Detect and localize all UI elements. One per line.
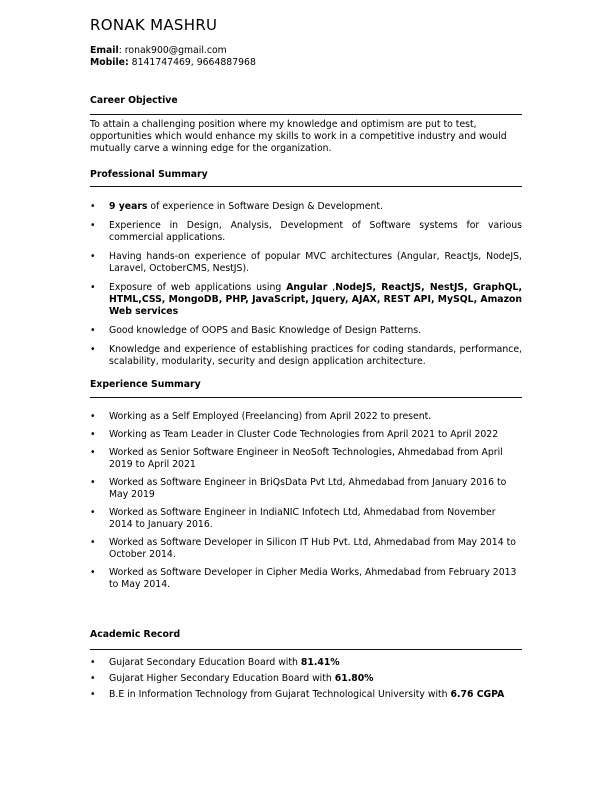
divider: [90, 397, 522, 398]
bold-text: 9 years: [109, 201, 148, 212]
mobile-value: 8141747469, 9664887968: [128, 57, 256, 68]
item-text: Worked as Software Developer in Cipher Media Works, Ahmedabad from February 2013 to May 2014.: [109, 567, 517, 590]
item-text: B.E in Information Technology from Gujarat Technological University with: [109, 689, 451, 700]
bold-text: Angular: [286, 282, 328, 293]
list-item: [90, 537, 522, 561]
item-text: Experience in Design, Analysis, Development of Software systems for various commercial applications.: [109, 220, 522, 243]
list-item: [90, 689, 522, 701]
bullet-icon: •: [90, 673, 96, 684]
bold-text: 61.80%: [334, 673, 374, 684]
list-item: [90, 673, 522, 685]
bold-text: 6.76 CGPA: [450, 689, 505, 700]
divider: [90, 186, 522, 187]
item-text: Worked as Software Engineer in BriQsData Pvt Ltd, Ahmedabad from January 2016 to May 2019: [109, 477, 507, 500]
bullet-icon: •: [90, 251, 96, 262]
list-item: [90, 251, 522, 275]
item-text: Knowledge and experience of establishing practices for coding standards, performance, scalability, modularity, security and design application architecture.: [109, 344, 522, 367]
item-text: of experience in Software Design & Development.: [147, 201, 383, 212]
bullet-icon: •: [90, 344, 96, 355]
professional-summary-list: [90, 201, 522, 375]
item-text: Having hands-on experience of popular MVC architectures (Angular, ReactJs, NodeJS, Laravel, OctoberCMS, NestJS).: [109, 251, 522, 274]
bullet-icon: •: [90, 282, 96, 293]
bullet-icon: •: [90, 537, 96, 548]
bold-text: NodeJS, ReactJS, NestJS, GraphQL, HTML,CSS, MongoDB, PHP, JavaScript, Jquery, AJAX, REST API, MySQL, Amazon Web services: [109, 282, 522, 317]
candidate-name: RONAK MASHRU: [90, 16, 218, 34]
mobile-label: Mobile:: [90, 57, 129, 68]
academic-record-heading: Academic Record: [90, 629, 181, 640]
bullet-icon: •: [90, 689, 96, 700]
experience-summary-list: [90, 411, 522, 597]
bullet-icon: •: [90, 657, 96, 668]
divider: [90, 114, 522, 115]
divider: [90, 649, 522, 650]
list-item: [90, 657, 522, 669]
bullet-icon: •: [90, 507, 96, 518]
item-text: Worked as Software Engineer in IndiaNIC Infotech Ltd, Ahmedabad from November 2014 to January 2016.: [109, 507, 496, 530]
email-label: Email: [90, 45, 119, 56]
bold-text: 81.41%: [300, 657, 340, 668]
list-item: [90, 325, 522, 337]
item-text: ,: [327, 282, 336, 293]
bullet-icon: •: [90, 447, 96, 458]
item-text: Gujarat Secondary Education Board with: [109, 657, 301, 668]
bullet-icon: •: [90, 429, 96, 440]
bullet-icon: •: [90, 477, 96, 488]
item-text: Exposure of web applications using: [109, 282, 287, 293]
bullet-icon: •: [90, 411, 96, 422]
list-item: [90, 447, 522, 471]
career-objective-heading: Career Objective: [90, 95, 178, 106]
list-item: [90, 201, 522, 213]
item-text: Working as a Self Employed (Freelancing) from April 2022 to present.: [109, 411, 432, 422]
item-text: Gujarat Higher Secondary Education Board with: [109, 673, 335, 684]
list-item: [90, 344, 522, 368]
email-value: : ronak900@gmail.com: [118, 45, 227, 56]
list-item: [90, 507, 522, 531]
item-text: Worked as Software Developer in Silicon IT Hub Pvt. Ltd, Ahmedabad from May 2014 to October 2014.: [109, 537, 516, 560]
item-text: Worked as Senior Software Engineer in NeoSoft Technologies, Ahmedabad from April 2019 to April 2021: [109, 447, 503, 470]
list-item: [90, 429, 522, 441]
list-item: [90, 411, 522, 423]
list-item: [90, 282, 522, 318]
professional-summary-heading: Professional Summary: [90, 169, 208, 180]
bullet-icon: •: [90, 567, 96, 578]
list-item: [90, 477, 522, 501]
bullet-icon: •: [90, 325, 96, 336]
contact-info: [90, 45, 522, 69]
experience-summary-heading: Experience Summary: [90, 379, 201, 390]
bullet-icon: •: [90, 220, 96, 231]
item-text: Working as Team Leader in Cluster Code Technologies from April 2021 to April 2022: [109, 429, 499, 440]
list-item: [90, 567, 522, 591]
career-objective-text: To attain a challenging position where my knowledge and optimism are put to test, opportunities which would enhance my skills to work in a competitive industry and would mutually carve a winning edge for the organization.: [90, 119, 507, 154]
list-item: [90, 220, 522, 244]
bullet-icon: •: [90, 201, 96, 212]
item-text: Good knowledge of OOPS and Basic Knowledge of Design Patterns.: [109, 325, 422, 336]
academic-record-list: [90, 657, 522, 705]
